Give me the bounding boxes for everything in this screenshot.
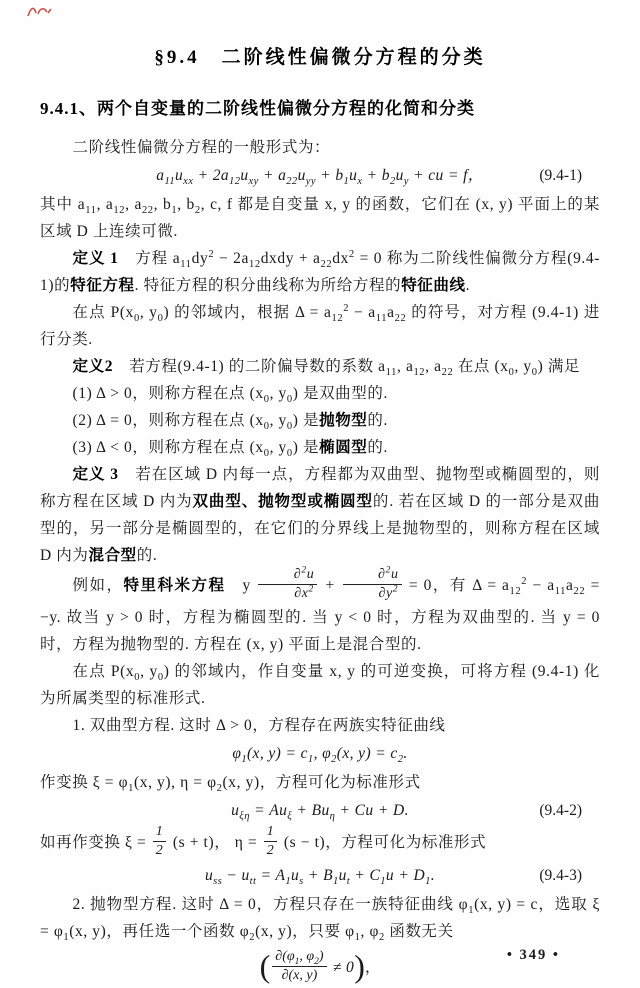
change-of-variables-paragraph: 作变换 $\xi = \varphi_1(x$, y), $\eta = \varphi_2(x$, y)，方程可化为标准形式 bbox=[40, 774, 421, 795]
fraction-d2u-dy2: $\frac{\partial^2u}{\partial y^2}$ bbox=[343, 567, 402, 602]
equation-9-4-3-row bbox=[40, 862, 600, 890]
coefficients-paragraph: 其中 $a_{11}$, $a_{12}$, $a_{22}$, $b_1$, $b_2$, c, f 都是自变量 x, y 的函数，它们在 (x, y) 平面上的某区域 D 上连续可微. bbox=[40, 196, 600, 240]
characteristic-curves-equation: $\varphi_1(x$, $y) = c_1$, $\varphi_2(x$, $y) = c_2$. bbox=[232, 745, 408, 766]
classification-paragraph: 在点 $P(x_0$, $y_0$) 的邻域内，根据 $\Delta = a_{12}^2 - a_{11}a_{22}$ 的符号，对方程 (9.4-1) 进行分类. bbox=[40, 302, 600, 348]
equation-label-9-4-3: (9.4-3) bbox=[539, 867, 582, 885]
intro-paragraph: 二阶线性偏微分方程的一般形式为： bbox=[72, 139, 331, 156]
second-transform-paragraph bbox=[40, 826, 600, 861]
jacobian-trailing-comma: ， bbox=[364, 959, 381, 977]
transform-paragraph: 在点 $P(x_0$, $y_0$) 的邻域内，作自变量 x, y 的可逆变换，可将方程 (9.4-1) 化为所属类型的标准形式. bbox=[40, 663, 600, 708]
fraction-d2u-dx2: $\frac{\partial^2u}{\partial x^2}$ bbox=[258, 567, 317, 602]
equation-9-4-3: $u_{ss} - u_{tt} = A_1u_s + B_1u_t + C_1u + D_1$. bbox=[204, 867, 436, 888]
hyperbolic-heading-paragraph: 1. 双曲型方程. 这时 Δ > 0，方程存在两族实特征曲线 bbox=[72, 717, 446, 735]
example-plus-sign: + bbox=[319, 577, 341, 595]
second-transform-pre: 如再作变换 ξ = bbox=[40, 834, 151, 852]
fraction-one-half-2: $\frac{1}{2}$ bbox=[264, 824, 278, 859]
section-title: §9.4 二阶线性偏微分方程的分类 bbox=[154, 47, 486, 68]
equation-9-4-2: $u_{\xi\eta} = Au_\xi + Bu_\eta + Cu + D$. bbox=[231, 802, 409, 823]
definition-1-paragraph: 定义 1 方程 $a_{11}dy^2$ − $2a_{12}dxdy + a_{22}dx^2 = 0$ 称为二阶线性偏微分方程(9.4-1)的特征方程. 特征方程的积分曲线称为所给方程的特征曲线. bbox=[40, 248, 601, 294]
equation-label-9-4-1: (9.4-1) bbox=[539, 167, 582, 184]
jacobian-fraction: $\frac{\partial(\varphi_1, \varphi_2)}{\partial(x, y)}$ bbox=[272, 949, 326, 984]
second-transform-mid: (s + t)， η = bbox=[168, 834, 262, 852]
page-content bbox=[40, 42, 600, 988]
jacobian-nonzero-condition: ≠ 0 bbox=[328, 959, 355, 977]
parabolic-paragraph: 2. 抛物型方程. 这时 Δ = 0，方程只存在一族特征曲线 $\varphi_1(x$, y) = c，选取 $\xi = \varphi_1(x$, y)，再任选一个函数 $\varphi_2(x$, y)，只要 $\varphi_1$, $\varphi_2$ 函数无关 bbox=[40, 896, 600, 944]
second-transform-post: (s − t)，方程可化为标准形式 bbox=[279, 834, 487, 852]
jacobian-open-paren: ( bbox=[259, 947, 271, 984]
equation-label-9-4-2: (9.4-2) bbox=[539, 802, 582, 820]
characteristic-curves-equation-row bbox=[40, 740, 600, 768]
equation-9-4-1: $a_{11}u_{xx} + 2a_{12}u_{xy} + a_{22}u_{yy} + b_1u_x + b_2u_y$ + cu = f， bbox=[156, 167, 484, 188]
red-pen-mark bbox=[26, 4, 52, 20]
jacobian-close-paren: ) bbox=[354, 947, 365, 984]
definition-2-item-parabolic: (2) Δ = 0，则称方程在点 ($x_0$, $y_0$) 是抛物型的. bbox=[72, 412, 388, 433]
subsection-title: 9.4.1、两个自变量的二阶线性偏微分方程的化简和分类 bbox=[40, 99, 475, 118]
tricomi-example-paragraph bbox=[40, 565, 600, 658]
example-text-post: = 0，有 $\Delta = a_{12}^2 - a_{11}a_{22} = -y$. 故当 y > 0 时，方程为椭圆型的. 当 y < 0 时，方程为双曲型的. 当 y = 0 时，方程为抛物型的. 方程在 (x, y) 平面上是混合型的. bbox=[40, 576, 600, 654]
example-text-pre: 例如，特里科米方程 y bbox=[72, 577, 257, 595]
fraction-one-half-1: $\frac{1}{2}$ bbox=[153, 824, 167, 859]
equation-9-4-2-row bbox=[40, 797, 600, 825]
general-form-equation-row bbox=[40, 162, 600, 190]
definition-3-paragraph: 定义 3 若在区域 D 内每一点，方程都为双曲型、抛物型或椭圆型的，则称方程在区域 D 内为双曲型、抛物型或椭圆型的. 若在区域 D 的一部分是双曲型的，另一部分是椭圆型的，在它们的分界线上是抛物型的，则称方程在区域 D 内为混合型的. bbox=[40, 466, 600, 564]
page-number: • 349 • bbox=[506, 947, 560, 963]
definition-2-item-hyperbolic: (1) Δ > 0，则称方程在点 ($x_0$, $y_0$) 是双曲型的. bbox=[72, 385, 388, 406]
definition-2-paragraph: 定义2 若方程(9.4-1) 的二阶偏导数的系数 $a_{11}$, $a_{12}$, $a_{22}$ 在点 ($x_0$, $y_0$) 满足 bbox=[72, 358, 581, 379]
definition-2-item-elliptic: (3) Δ < 0，则称方程在点 ($x_0$, $y_0$) 是椭圆型的. bbox=[72, 439, 388, 460]
